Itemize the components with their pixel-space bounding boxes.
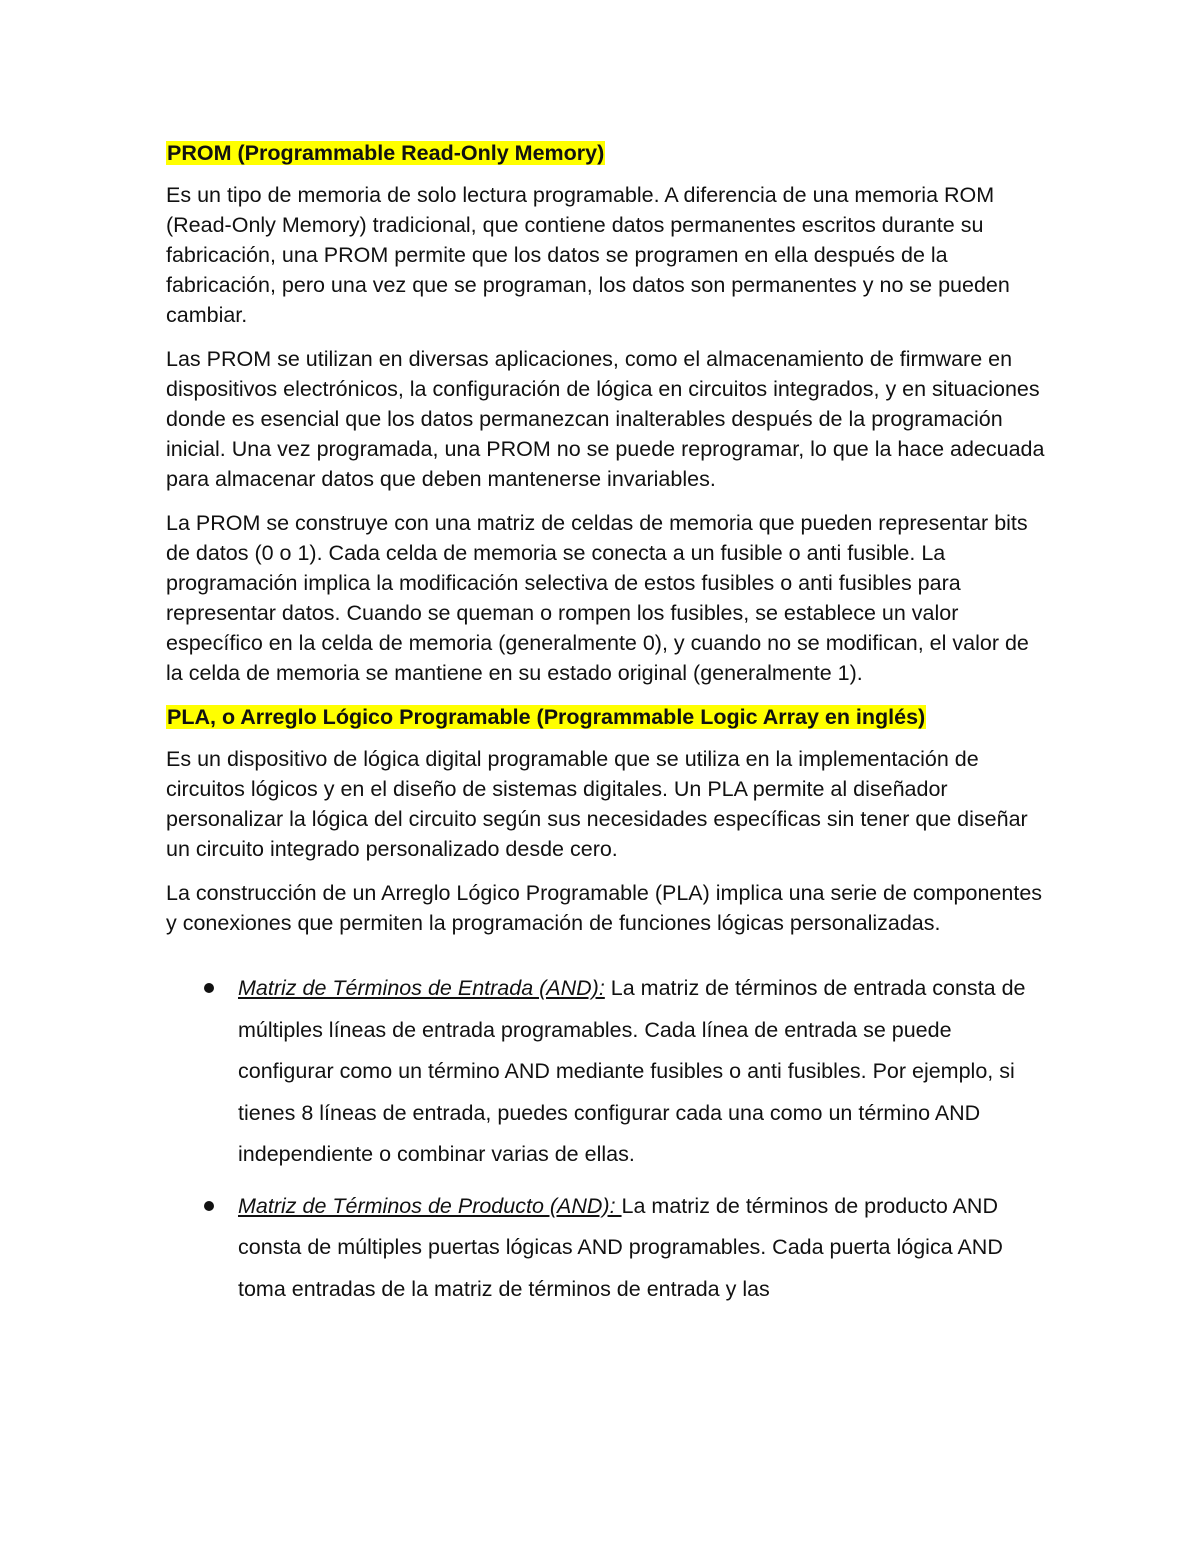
list-item-term: Matriz de Términos de Entrada (AND):: [238, 976, 605, 1000]
paragraph: La construcción de un Arreglo Lógico Programable (PLA) implica una serie de componentes y conexiones que permiten la programación de funciones lógicas personalizadas.: [166, 881, 1043, 935]
list-item-text: La matriz de términos de entrada consta de múltiples líneas de entrada programables. Cada línea de entrada se puede configurar como un término AND mediante fusibles o anti fusibles. Por ejemplo, si tienes 8 líneas de entrada, puedes configurar cada una como un término AND independiente o combinar varias de ellas.: [238, 976, 1026, 1166]
highlighted-heading-text: PROM (Programmable Read-Only Memory): [167, 141, 605, 165]
list-item-text: La matriz de términos de producto AND consta de múltiples puertas lógicas AND programables. Cada puerta lógica AND toma entradas de la matriz de términos de entrada y las: [238, 1193, 1003, 1301]
paragraph: Es un tipo de memoria de solo lectura programable. A diferencia de una memoria ROM (Read-Only Memory) tradicional, que contiene datos permanentes escritos durante su fabricación, una PROM permite que los datos se programen en ella después de la fabricación, pero una vez que se programan, los datos son permanentes y no se pueden cambiar.: [166, 183, 1010, 327]
section-heading-prom: [166, 138, 1046, 168]
list-item-term: Matriz de Términos de Producto (AND):: [238, 1193, 622, 1218]
bullet-dot-icon: [204, 983, 214, 993]
list-item: [166, 968, 1046, 1176]
paragraph: La PROM se construye con una matriz de celdas de memoria que pueden representar bits de datos (0 o 1). Cada celda de memoria se conecta a un fusible o anti fusible. La programación implica la modificación selectiva de estos fusibles o anti fusibles para representar datos. Cuando se queman o rompen los fusibles, se establece un valor específico en la celda de memoria (generalmente 0), y cuando no se modifican, el valor de la celda de memoria se mantiene en su estado original (generalmente 1).: [166, 511, 1029, 685]
highlighted-heading-text: PLA, o Arreglo Lógico Programable (Programmable Logic Array en inglés): [167, 705, 926, 729]
bullet-dot-icon: [204, 1201, 214, 1211]
document-body: [166, 138, 1046, 1320]
section-heading-pla: [166, 702, 1046, 732]
paragraph: Las PROM se utilizan en diversas aplicaciones, como el almacenamiento de firmware en dispositivos electrónicos, la configuración de lógica en circuitos integrados, y en situaciones donde es esencial que los datos permanezcan inalterables después de la programación inicial. Una vez programada, una PROM no se puede reprogramar, lo que la hace adecuada para almacenar datos que deben mantenerse invariables.: [166, 347, 1045, 491]
list-item: [166, 1186, 1046, 1311]
bullet-list: [166, 968, 1046, 1310]
paragraph: Es un dispositivo de lógica digital programable que se utiliza en la implementación de circuitos lógicos y en el diseño de sistemas digitales. Un PLA permite al diseñador personalizar la lógica del circuito según sus necesidades específicas sin tener que diseñar un circuito integrado personalizado desde cero.: [166, 747, 1028, 861]
